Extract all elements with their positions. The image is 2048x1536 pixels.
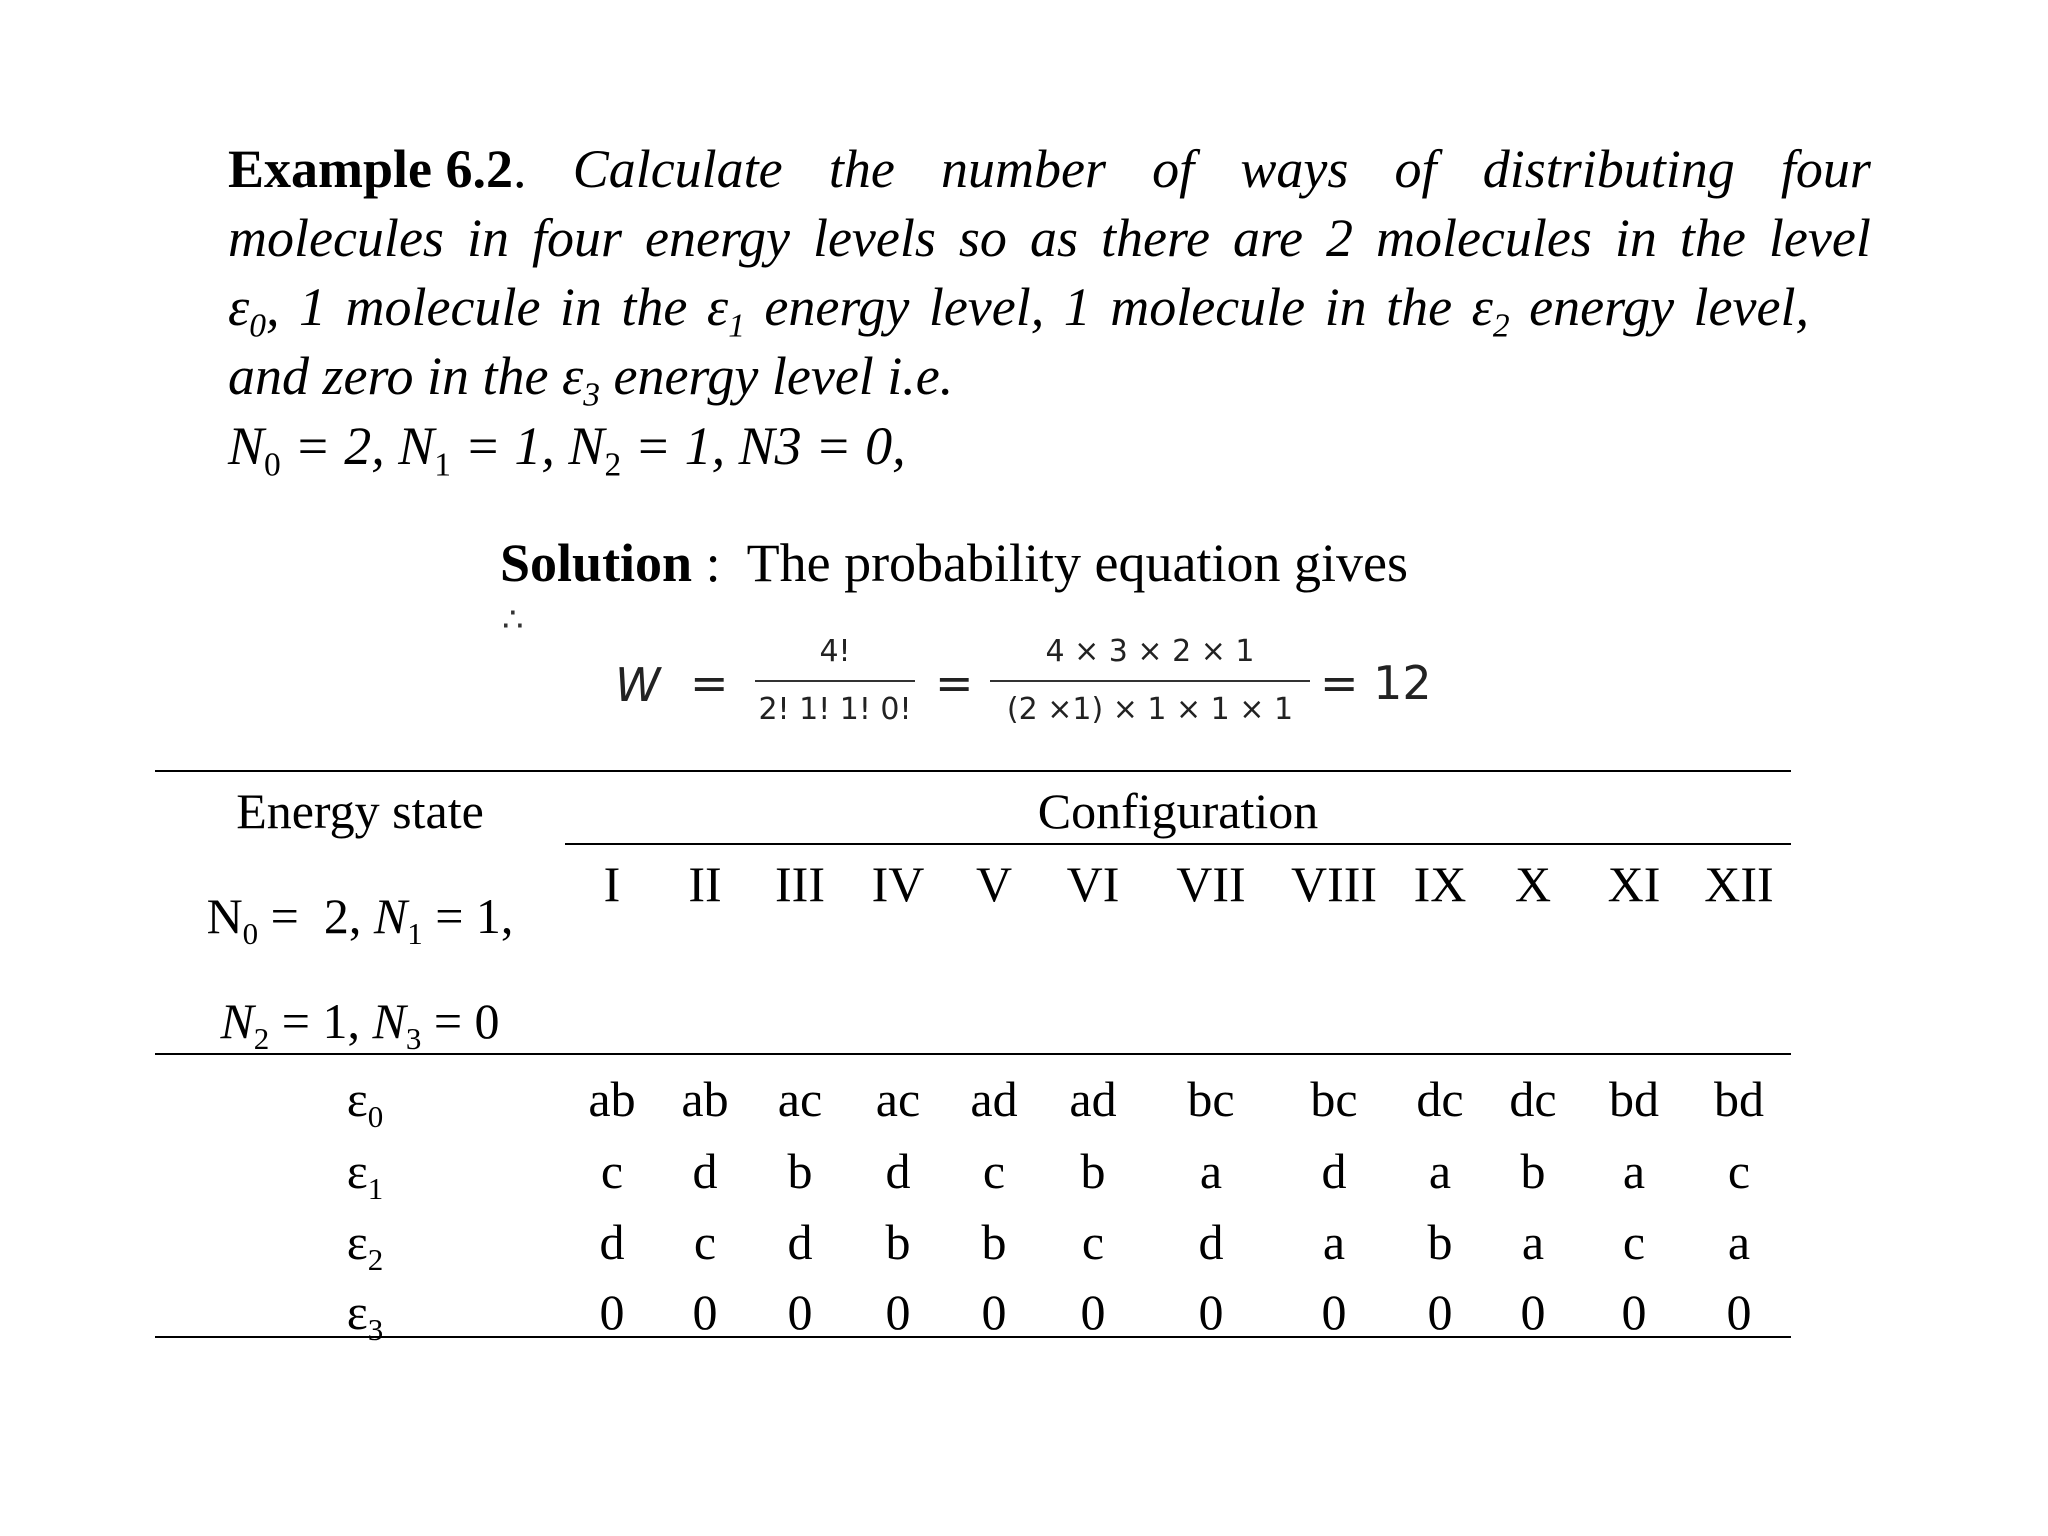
table-cell: ac [875, 1071, 921, 1127]
table-cell: d [1321, 1143, 1347, 1199]
word: distributing [1482, 139, 1735, 199]
energy-level-label: $\varepsilon_1$ [346, 1143, 384, 1206]
table-cell: a [1727, 1214, 1751, 1270]
table-cell: 0 [1198, 1284, 1224, 1340]
table-cell: b [1520, 1143, 1546, 1199]
table-cell: a [1622, 1143, 1646, 1199]
formula-equals: = [690, 656, 729, 710]
column-header: XII [1704, 856, 1774, 912]
table-cell: c [1081, 1214, 1105, 1270]
word: of [1394, 139, 1437, 199]
given-values-line: $N_0 = 2$, $N_1 = 1$, $N_2 = 1$, N3 = 0, [228, 416, 906, 484]
column-header: XI [1607, 856, 1661, 912]
problem-text: energy level, 1 molecule in the [744, 277, 1472, 337]
formula-result: = 12 [1320, 656, 1432, 710]
table-cell: bc [1310, 1071, 1358, 1127]
configuration-header: Configuration [1037, 783, 1319, 839]
table-cell: dc [1416, 1071, 1464, 1127]
word: of [1152, 139, 1195, 199]
table-cell: bd [1714, 1071, 1764, 1127]
word: molecules [1375, 208, 1592, 268]
table-cell: 0 [599, 1284, 625, 1340]
epsilon-2: $\varepsilon_2$ [1471, 277, 1510, 345]
fraction-numerator: 4! [819, 634, 851, 669]
word: the [828, 139, 895, 199]
table-cell: c [600, 1143, 624, 1199]
table-rule-configuration [565, 843, 1791, 845]
table-cell: bd [1609, 1071, 1659, 1127]
table-cell: 0 [1321, 1284, 1347, 1340]
table-cell: 0 [1621, 1284, 1647, 1340]
table-cell: 0 [692, 1284, 718, 1340]
word: molecules [228, 208, 444, 268]
energy-state-header: Energy state [236, 783, 484, 839]
column-header: VI [1066, 856, 1120, 912]
table-cell: a [1199, 1143, 1223, 1199]
fraction-factorials [755, 628, 915, 734]
problem-text: , 1 molecule in the [266, 277, 707, 337]
table-cell: 0 [787, 1284, 813, 1340]
table-row [155, 1213, 1791, 1283]
column-header: VIII [1290, 856, 1378, 912]
table-cell: 0 [1427, 1284, 1453, 1340]
problem-statement [228, 135, 1871, 414]
occupancy-line-2: $N_2 = 1$, $N_3 = 0$ [220, 993, 500, 1056]
energy-level-label: $\varepsilon_3$ [346, 1284, 384, 1347]
table-cell: d [1198, 1214, 1224, 1270]
formula-equals: = [935, 656, 974, 710]
problem-text: and zero in the [228, 346, 562, 406]
column-header: VII [1176, 856, 1246, 912]
table-cell: 0 [1520, 1284, 1546, 1340]
epsilon-3: $\varepsilon_3$ [561, 346, 600, 414]
epsilon-0: $\varepsilon_0$ [228, 277, 267, 345]
word: level [1768, 208, 1871, 268]
table-cell: 0 [981, 1284, 1007, 1340]
table-cell: ab [681, 1071, 729, 1127]
therefore-symbol: ∴ [502, 602, 524, 639]
word: four [531, 208, 622, 268]
word: energy [645, 208, 790, 268]
problem-line-4 [228, 342, 1871, 414]
table-cell: a [1521, 1214, 1545, 1270]
fraction-numerator: 4 × 3 × 2 × 1 [1045, 634, 1255, 669]
formula-lhs: W [615, 658, 661, 712]
problem-line-1 [228, 135, 1871, 204]
table-cell: ad [1069, 1071, 1117, 1127]
table-cell: d [599, 1214, 625, 1270]
column-header: V [975, 856, 1013, 912]
column-header: IV [871, 856, 925, 912]
table-cell: 0 [885, 1284, 911, 1340]
table-cell: c [1727, 1143, 1751, 1199]
word: the [1679, 208, 1746, 268]
table-cell: b [1427, 1214, 1453, 1270]
word: ways [1240, 139, 1349, 199]
table-cell: b [981, 1214, 1007, 1270]
occupancy-line-1: $N_0 = 2$, $N_1 = 1$, [206, 888, 514, 951]
table-row [155, 1283, 1791, 1353]
table-cell: b [885, 1214, 911, 1270]
word: four [1780, 139, 1871, 199]
table-row [155, 1070, 1791, 1140]
table-cell: b [1080, 1143, 1106, 1199]
word: Calculate [572, 139, 783, 199]
table-cell: c [982, 1143, 1006, 1199]
table-cell: 0 [1080, 1284, 1106, 1340]
table-cell: a [1428, 1143, 1452, 1199]
table-cell: ab [588, 1071, 636, 1127]
word: in [1614, 208, 1657, 268]
word: so [958, 208, 1007, 268]
solution-line: Solution : The probability equation gives [500, 533, 1408, 593]
word: as [1029, 208, 1078, 268]
table-cell: c [1622, 1214, 1646, 1270]
table-cell: d [885, 1143, 911, 1199]
problem-text: energy level i.e. [599, 346, 954, 406]
word: number [940, 139, 1106, 199]
fraction-expanded [990, 628, 1310, 734]
table-cell: d [787, 1214, 813, 1270]
solution-text: The probability equation gives [746, 533, 1408, 593]
column-header: IX [1413, 856, 1467, 912]
table-cell: d [692, 1143, 718, 1199]
table-cell: bc [1187, 1071, 1235, 1127]
fraction-denominator: 2! 1! 1! 0! [758, 692, 912, 727]
epsilon-1: $\varepsilon_1$ [706, 277, 745, 345]
fraction-denominator: (2 ×1) × 1 × 1 × 1 [1006, 692, 1294, 727]
table-cell: ad [970, 1071, 1018, 1127]
column-header: III [775, 856, 825, 912]
table-cell: ac [777, 1071, 823, 1127]
example-title: Example 6.2. [228, 139, 527, 199]
column-header: X [1514, 856, 1552, 912]
energy-level-label: $\varepsilon_0$ [346, 1071, 384, 1134]
table-rule-middle [155, 1053, 1791, 1055]
table-row [155, 1142, 1791, 1212]
table-cell: c [693, 1214, 717, 1270]
word: are [1232, 208, 1303, 268]
problem-line-2 [228, 204, 1871, 273]
word: there [1100, 208, 1210, 268]
problem-text: energy level, [1509, 277, 1809, 337]
word: 2 [1325, 208, 1353, 268]
column-header: I [603, 856, 621, 912]
table-cell: b [787, 1143, 813, 1199]
word: levels [812, 208, 936, 268]
column-header: II [688, 856, 722, 912]
word: in [466, 208, 509, 268]
probability-formula [615, 628, 1435, 738]
energy-level-label: $\varepsilon_2$ [346, 1214, 384, 1277]
table-cell: 0 [1726, 1284, 1752, 1340]
problem-line-3 [228, 273, 1871, 345]
table-cell: dc [1509, 1071, 1557, 1127]
table-cell: a [1322, 1214, 1346, 1270]
solution-label: Solution [500, 533, 693, 593]
table-rule-top [155, 770, 1791, 772]
